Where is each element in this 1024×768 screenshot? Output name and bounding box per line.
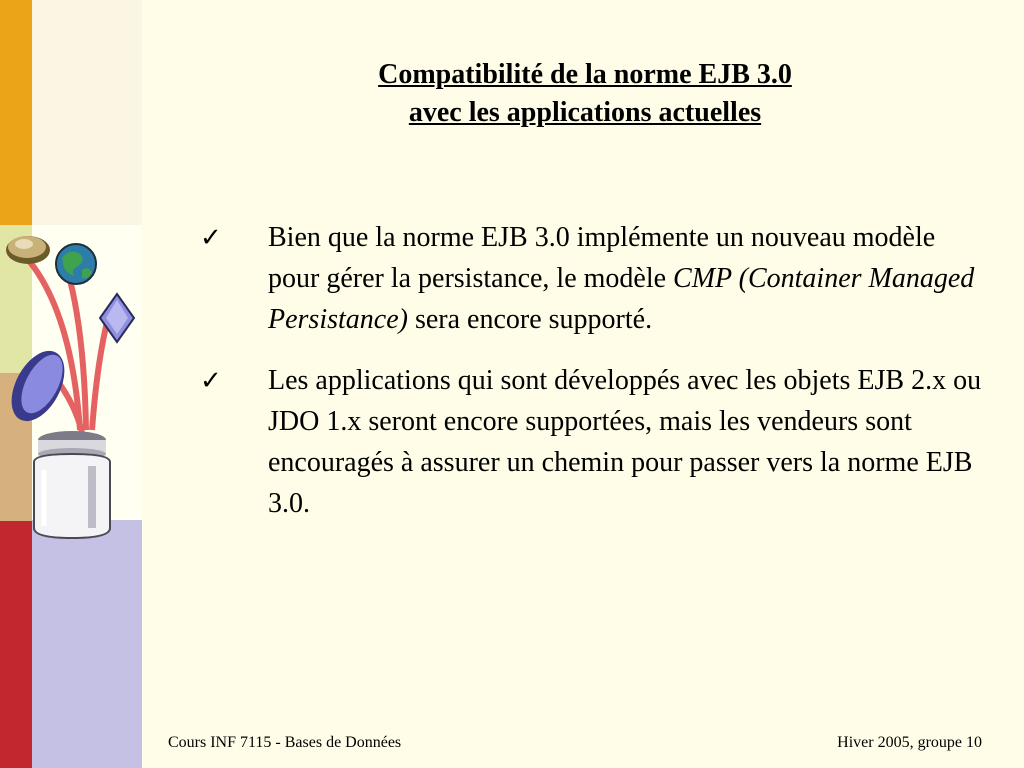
pill-icon: [6, 236, 50, 264]
globe-icon: [56, 244, 96, 284]
check-icon: ✓: [200, 366, 222, 395]
bullet-list: [200, 217, 990, 544]
bullet-1-text: Bien que la norme EJB 3.0 implémente un nouveau modèle pour gérer la persistance, le modèle CMP (Container Managed Persistance) sera encore supporté.: [268, 222, 975, 335]
slide-title: [230, 56, 940, 132]
jar-clipart: [0, 215, 142, 545]
strip-orange: [0, 0, 32, 225]
check-icon: ✓: [200, 223, 222, 252]
footer-course: Cours INF 7115 - Bases de Données: [168, 734, 402, 751]
title-line-1: Compatibilité de la norme EJB 3.0: [378, 59, 792, 90]
bullet-item-2: [200, 360, 990, 524]
strip-red: [0, 521, 32, 768]
jar-icon: [34, 431, 110, 538]
title-line-2: avec les applications actuelles: [408, 97, 762, 128]
bullet-item-1: [200, 217, 990, 340]
bullet-2-text: Les applications qui sont développés avec les objets EJB 2.x ou JDO 1.x seront encore supportées, mais les vendeurs sont encouragés à assurer un chemin pour passer vers la norme EJB 3.0.: [268, 365, 982, 519]
bullet-1-italic: CMP (Container Managed Persistance): [268, 263, 975, 335]
footer-term: Hiver 2005, groupe 10: [837, 734, 982, 751]
